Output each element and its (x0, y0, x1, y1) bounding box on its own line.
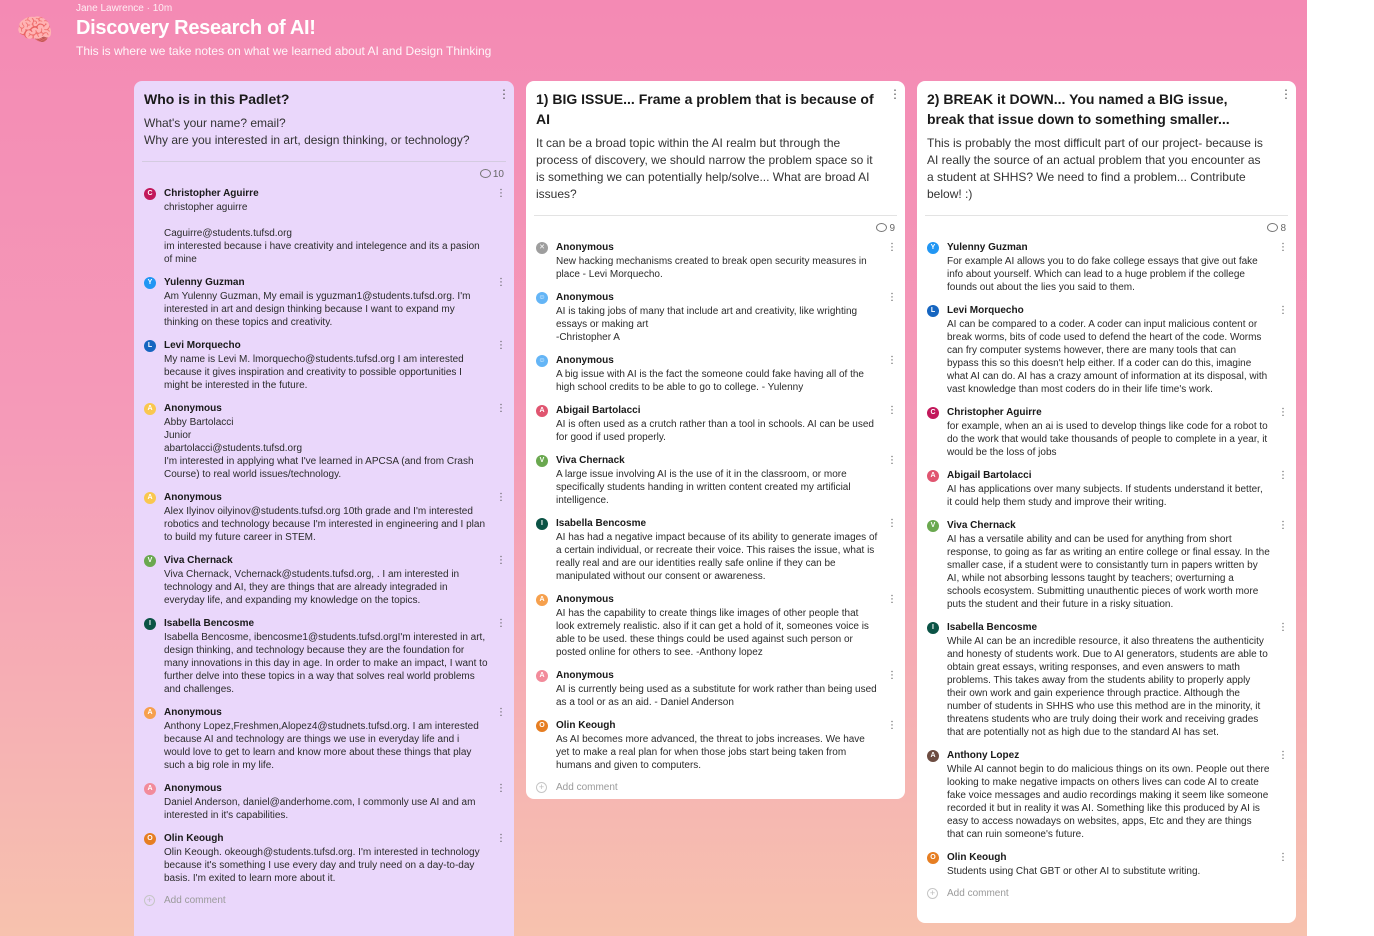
post-card[interactable] (526, 516, 905, 583)
post-card[interactable] (526, 592, 905, 659)
post-card[interactable] (134, 705, 514, 772)
post-body: AI has had a negative impact because of its ability to generate images of a certain individual, or recreate their voice. This raises the issue, what is really real and are our identities really safe online if they can be manipulated without our consent or awareness. (556, 532, 878, 582)
post-more-options-icon[interactable]: ⋮ (1278, 470, 1288, 481)
post-body: Students using Chat GBT or other AI to substitute writing. (947, 866, 1201, 877)
post-more-options-icon[interactable]: ⋮ (1278, 242, 1288, 253)
author-meta: Jane Lawrence · 10m (76, 3, 173, 14)
post-body: While AI can be an incredible resource, it also threatens the authenticity and honesty of students work. Due to AI generators, students are able to obtain great essays, writing responses, and even answers to math problems. This takes away from the students ability to properly apply their own work and gain experience through practice. Although the number of students in SHHS who use this method are in the minority, it threatens students who are truly doing their work and receiving grades that are potentially not as high due to the standard AI has set. (947, 636, 1268, 738)
column-header (526, 81, 905, 203)
avatar: I (536, 518, 548, 530)
post-card[interactable] (917, 748, 1296, 841)
post-body: Am Yulenny Guzman, My email is yguzman1@students.tufsd.org. I'm interested in art and design thinking because I want to expand my thinking on these topics and creativity. (164, 291, 471, 328)
plus-icon: + (927, 888, 938, 899)
post-more-options-icon[interactable]: ⋮ (1278, 852, 1288, 863)
plus-icon: + (536, 782, 547, 793)
post-more-options-icon[interactable]: ⋮ (887, 720, 897, 731)
column-title: Who is in this Padlet? (144, 91, 290, 107)
column-title: 1) BIG ISSUE... Frame a problem that is because of AI (536, 91, 874, 127)
post-more-options-icon[interactable]: ⋮ (1278, 407, 1288, 418)
column-header (917, 81, 1296, 203)
post-author: Viva Chernack (164, 555, 233, 566)
post-more-options-icon[interactable]: ⋮ (887, 455, 897, 466)
post-author: Anonymous (164, 783, 222, 794)
post-body: Anthony Lopez,Freshmen,Alopez4@studnets.tufsd.org. I am interested because AI and technology are things we use in everyday life and i would love to get to learn and know more about these things that play such a big role in my life. (164, 721, 479, 771)
post-author: Yulenny Guzman (947, 242, 1028, 253)
post-card[interactable] (526, 453, 905, 507)
post-card[interactable] (526, 353, 905, 394)
post-more-options-icon[interactable]: ⋮ (1278, 520, 1288, 531)
post-body: for example, when an ai is used to develop things like code for a robot to do the work that would take thousands of people to complete in a year, it would be the loss of jobs (947, 421, 1268, 458)
avatar: Y (144, 277, 156, 289)
post-card[interactable] (134, 781, 514, 822)
avatar: A (144, 403, 156, 415)
post-card[interactable] (526, 668, 905, 709)
post-author: Anonymous (556, 594, 614, 605)
avatar: O (927, 852, 939, 864)
post-body: christopher aguirre Caguirre@students.tufsd.org im interested because i have creativity and intelegence and its a pasion of mine (164, 202, 480, 265)
column-who-is-in-padlet (134, 81, 514, 936)
comment-bubble-icon (876, 223, 887, 232)
post-author: Isabella Bencosme (947, 622, 1038, 633)
post-card[interactable] (134, 186, 514, 266)
avatar: C (927, 407, 939, 419)
post-author: Viva Chernack (947, 520, 1016, 531)
page-title: Discovery Research of AI! (76, 17, 316, 39)
post-card[interactable] (526, 718, 905, 772)
post-body: While AI cannot begin to do malicious things on its own. People out there looking to make negative impacts on others lives can code AI to create fake voice messages and audio recordings making it seem like someone recorded it but in reality it was AI. Something like this produced by AI is easy to access nowadays on websites, apps, Etc and they are things that can ruin someone's future. (947, 764, 1270, 840)
post-card[interactable] (134, 490, 514, 544)
post-body: For example AI allows you to do fake college essays that give out fake info about yourself. Which can lead to a huge problem if the college founds out about the lies you said to them. (947, 256, 1258, 293)
post-author: Anonymous (556, 242, 614, 253)
add-comment-button[interactable] (134, 894, 514, 908)
post-author: Anonymous (164, 707, 222, 718)
post-body: Daniel Anderson, daniel@anderhome.com, I commonly use AI and am interested in it's capabilities. (164, 797, 476, 821)
comment-count-value: 8 (1280, 223, 1286, 234)
avatar: A (144, 707, 156, 719)
add-comment-label: Add comment (164, 895, 226, 906)
post-author: Anonymous (164, 403, 222, 414)
post-author: Isabella Bencosme (556, 518, 647, 529)
post-body: New hacking mechanisms created to break open security measures in place - Levi Morquecho. (556, 256, 867, 280)
column-big-issue (526, 81, 905, 799)
post-body: AI has a versatile ability and can be used for anything from short response, to going as far as writing an entire college or final essay. In the smaller case, if a student were to consistantly turn in papers written by AI, while not absorbing lessons taught by teachers; overturning a schools ecosystem. Submitting unauthentic pieces of work worth more puts the student and their future in a risky situation. (947, 534, 1270, 610)
post-more-options-icon[interactable]: ⋮ (496, 833, 506, 844)
post-more-options-icon[interactable]: ⋮ (887, 405, 897, 416)
add-comment-button[interactable] (917, 887, 1296, 901)
avatar: O (144, 833, 156, 845)
post-more-options-icon[interactable]: ⋮ (887, 355, 897, 366)
post-more-options-icon[interactable]: ⋮ (496, 340, 506, 351)
post-author: Olin Keough (947, 852, 1007, 863)
post-more-options-icon[interactable]: ⋮ (1278, 750, 1288, 761)
post-more-options-icon[interactable]: ⋮ (887, 242, 897, 253)
post-author: Anonymous (556, 355, 614, 366)
post-card[interactable] (134, 338, 514, 392)
avatar: Y (927, 242, 939, 254)
column-header (134, 81, 514, 149)
post-card[interactable] (526, 240, 905, 281)
post-author: Christopher Aguirre (947, 407, 1042, 418)
post-more-options-icon[interactable]: ⋮ (887, 670, 897, 681)
post-more-options-icon[interactable]: ⋮ (496, 188, 506, 199)
avatar: V (144, 555, 156, 567)
avatar: A (536, 405, 548, 417)
post-card[interactable] (134, 401, 514, 481)
post-author: Christopher Aguirre (164, 188, 259, 199)
add-comment-label: Add comment (947, 888, 1009, 899)
post-card[interactable] (917, 303, 1296, 396)
post-author: Levi Morquecho (947, 305, 1024, 316)
avatar: I (927, 622, 939, 634)
post-card[interactable] (917, 518, 1296, 611)
page-subtitle: This is where we take notes on what we learned about AI and Design Thinking (76, 44, 492, 58)
comment-bubble-icon (1267, 223, 1278, 232)
post-card[interactable] (134, 616, 514, 696)
post-author: Viva Chernack (556, 455, 625, 466)
avatar: A (144, 783, 156, 795)
column-description: What's your name? email? Why are you interested in art, design thinking, or technology? (144, 116, 470, 147)
post-author: Anonymous (556, 292, 614, 303)
post-body: AI is taking jobs of many that include art and creativity, like wrighting essays or making art -Christopher A (556, 306, 858, 343)
post-body: A big issue with AI is the fact the someone could fake having all of the high school credits to be able to go to college. - Yulenny (556, 369, 864, 393)
avatar: L (927, 305, 939, 317)
post-body: AI is often used as a crutch rather than a tool in schools. AI can be used for good if used properly. (556, 419, 874, 443)
column-divider (925, 215, 1288, 216)
column-divider (142, 161, 506, 162)
post-card[interactable] (917, 468, 1296, 509)
post-more-options-icon[interactable]: ⋮ (496, 555, 506, 566)
avatar: A (144, 492, 156, 504)
comment-bubble-icon (480, 169, 491, 178)
post-author: Anonymous (164, 492, 222, 503)
avatar: L (144, 340, 156, 352)
post-more-options-icon[interactable]: ⋮ (887, 518, 897, 529)
post-author: Olin Keough (556, 720, 616, 731)
post-more-options-icon[interactable]: ⋮ (1278, 622, 1288, 633)
post-card[interactable] (917, 240, 1296, 294)
post-more-options-icon[interactable]: ⋮ (496, 783, 506, 794)
comment-count-value: 9 (889, 223, 895, 234)
post-more-options-icon[interactable]: ⋮ (887, 292, 897, 303)
more-options-icon[interactable]: ⋮ (498, 87, 510, 101)
post-body: As AI becomes more advanced, the threat to jobs increases. We have yet to make a real plan for when those jobs start being taken from humans and given to computers. (556, 734, 865, 771)
more-options-icon[interactable]: ⋮ (1280, 87, 1292, 101)
post-card[interactable] (134, 553, 514, 607)
more-options-icon[interactable]: ⋮ (889, 87, 901, 101)
post-more-options-icon[interactable]: ⋮ (496, 403, 506, 414)
post-body: My name is Levi M. lmorquecho@students.tufsd.org I am interested because it gives inspiration and creativity to possible opportunities I might be interested in the future. (164, 354, 464, 391)
column-description: It can be a broad topic within the AI realm but through the process of discovery, we should narrow the problem space so it is something we can potentially help/solve... What are broad AI issues? (536, 136, 873, 201)
add-comment-button[interactable] (526, 781, 905, 795)
post-more-options-icon[interactable]: ⋮ (1278, 305, 1288, 316)
post-card[interactable] (917, 405, 1296, 459)
avatar: ☺ (536, 355, 548, 367)
avatar: A (927, 470, 939, 482)
comment-count-value: 10 (492, 169, 504, 180)
post-more-options-icon[interactable]: ⋮ (496, 618, 506, 629)
post-card[interactable] (526, 290, 905, 344)
post-author: Anonymous (556, 670, 614, 681)
post-author: Isabella Bencosme (164, 618, 255, 629)
avatar: ✕ (536, 242, 548, 254)
post-more-options-icon[interactable]: ⋮ (496, 277, 506, 288)
avatar: I (144, 618, 156, 630)
post-body: Alex Ilyinov oilyinov@students.tufsd.org 10th grade and I'm interested robotics and technology because I'm interested in engineering and I plan to build my future career in STEM. (164, 506, 486, 543)
column-title: 2) BREAK it DOWN... You named a BIG issue, break that issue down to something smaller... (927, 91, 1230, 127)
post-body: A large issue involving AI is the use of it in the classroom, or more specifically students handing in written content created my artificial intelligence. (556, 469, 851, 506)
avatar: ☺ (536, 292, 548, 304)
post-more-options-icon[interactable]: ⋮ (496, 492, 506, 503)
plus-icon: + (144, 895, 155, 906)
add-comment-label: Add comment (556, 782, 618, 793)
post-author: Abigail Bartolacci (556, 405, 641, 416)
post-body: Isabella Bencosme, ibencosme1@students.tufsd.orgI'm interested in art, design thinking, and technology because they are the foundation for many innovations in this day in age. In order to make an impact, I want to further delve into these topics in a way that solves real world problems and challenges. (164, 632, 488, 695)
post-card[interactable] (526, 403, 905, 444)
padlet-header (0, 0, 1307, 70)
post-body: AI has the capability to create things like images of other people that look extremely realistic. also if it can get a hold of it, someones voice is able to be used. these things could be used against such person or posted online for others to see. -Anthony lopez (556, 608, 869, 658)
avatar: A (536, 670, 548, 682)
avatar: A (927, 750, 939, 762)
post-body: Viva Chernack, Vchernack@students.tufsd.org, . I am interested in technology and AI, they are things that are already integraded in everyday life, and expanding my knowledge on the topics. (164, 569, 460, 606)
avatar: C (144, 188, 156, 200)
post-author: Olin Keough (164, 833, 224, 844)
avatar: O (536, 720, 548, 732)
post-card[interactable] (917, 620, 1296, 739)
column-description: This is probably the most difficult part of our project- because is AI really the source of an actual problem that you encounter as a student at SHHS? We need to find a problem... Contribute below! :) (927, 136, 1263, 201)
comment-count[interactable] (134, 168, 514, 182)
post-more-options-icon[interactable]: ⋮ (887, 594, 897, 605)
post-body: Olin Keough. okeough@students.tufsd.org. I'm interested in technology because it's something I use every day and truly need on a day-to-day basis. I'm exited to learn more about it. (164, 847, 480, 884)
post-card[interactable] (134, 831, 514, 885)
post-more-options-icon[interactable]: ⋮ (496, 707, 506, 718)
column-break-it-down (917, 81, 1296, 923)
post-author: Abigail Bartolacci (947, 470, 1032, 481)
post-body: AI is currently being used as a substitute for work rather than being used as a tool or as an aid. - Daniel Anderson (556, 684, 877, 708)
post-author: Anthony Lopez (947, 750, 1020, 761)
post-card[interactable] (134, 275, 514, 329)
post-body: AI has applications over many subjects. If students understand it better, it could help them study and improve their writing. (947, 484, 1263, 508)
post-body: Abby Bartolacci Junior abartolacci@students.tufsd.org I'm interested in applying what I've learned in APCSA (and from Crash Course) to real world issues/technology. (164, 417, 474, 480)
avatar: V (536, 455, 548, 467)
post-author: Yulenny Guzman (164, 277, 245, 288)
comment-count[interactable] (917, 222, 1296, 236)
avatar: A (536, 594, 548, 606)
avatar: V (927, 520, 939, 532)
post-list (917, 236, 1296, 878)
post-list (526, 236, 905, 772)
comment-count[interactable] (526, 222, 905, 236)
column-divider (534, 215, 897, 216)
post-list (134, 182, 514, 885)
post-card[interactable] (917, 850, 1296, 878)
post-body: AI can be compared to a coder. A coder can input malicious content or break worms, bits of code used to defend the heart of the code. Worms can fry computer systems however, there are many tools that can bypass this so this doesn't help either. If a coder can do this, imagine what AI can do. AI has a crazy amount of information at its disposal, with vast knowledge than most coders do in their life time's work. (947, 319, 1268, 395)
post-author: Levi Morquecho (164, 340, 241, 351)
brain-icon: 🧠 (16, 14, 54, 47)
